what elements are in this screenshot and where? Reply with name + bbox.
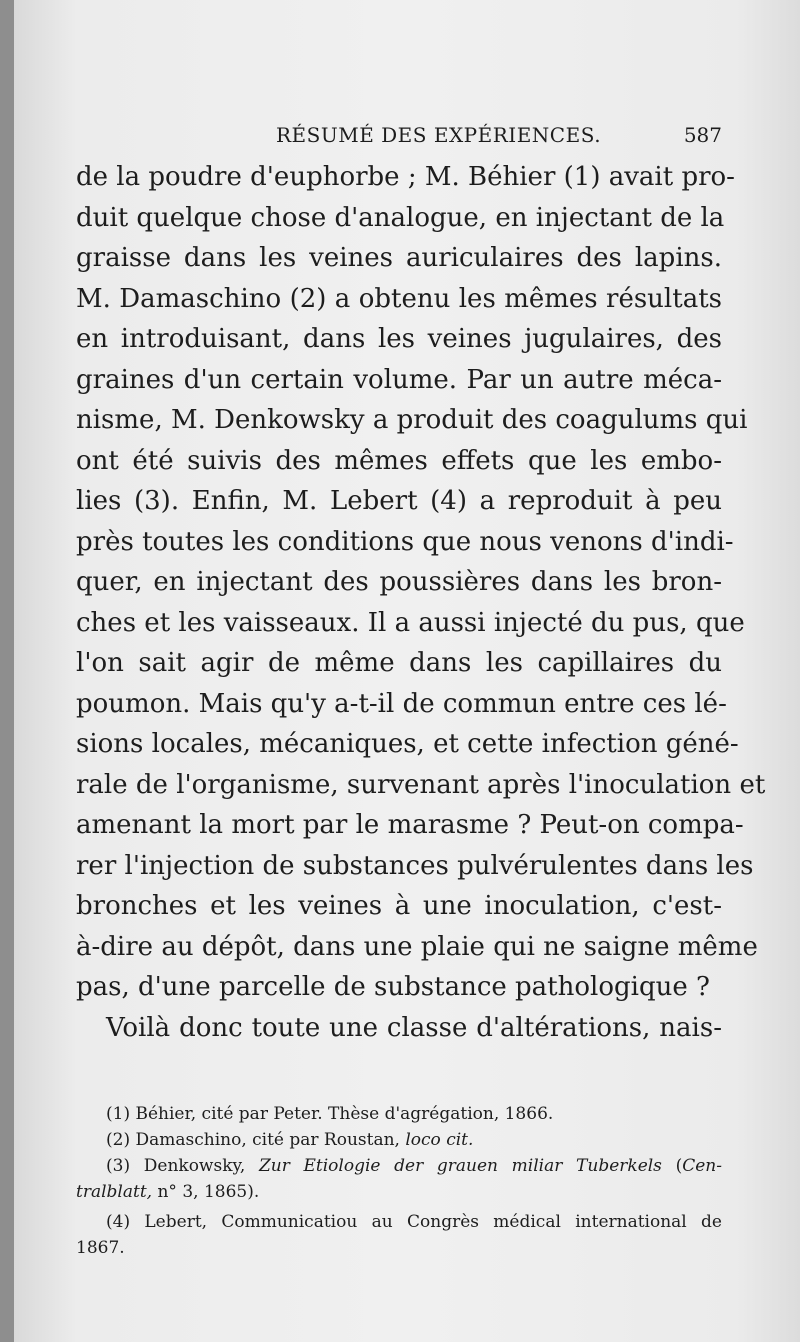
text-line: près toutes les conditions que nous venons d'indi- <box>76 526 734 557</box>
text-line: amenant la mort par le marasme ? Peut-on compa- <box>76 810 744 840</box>
text-line: en introduisant, dans les veines jugulaires, des <box>76 324 722 354</box>
text-line: l'on sait agir de même dans les capillaires du <box>76 648 722 678</box>
text-line: graisse dans les veines auriculaires des lapins. <box>76 243 722 273</box>
footnote-3: (3) Denkowsky, Zur Etiologie der grauen miliar Tuberkels (Cen- <box>106 1156 722 1176</box>
text-line: rer l'injection de substances pulvérulentes dans les <box>76 850 754 881</box>
text-line: lies (3). Enfin, M. Lebert (4) a reproduit à peu <box>76 486 722 516</box>
text-line: Voilà donc toute une classe d'altérations, nais- <box>106 1012 722 1043</box>
footnote-1: (1) Béhier, cité par Peter. Thèse d'agrégation, 1866. <box>106 1104 554 1124</box>
text-line: poumon. Mais qu'y a-t-il de commun entre ces lé- <box>76 688 727 719</box>
text-line: quer, en injectant des poussières dans les bron- <box>76 567 722 597</box>
text-line: ches et les vaisseaux. Il a aussi injecté du pus, que <box>76 607 745 638</box>
text-line: rale de l'organisme, survenant après l'inoculation et <box>76 769 766 800</box>
text-line: à-dire au dépôt, dans une plaie qui ne saigne même <box>76 931 758 962</box>
text-line: nisme, M. Denkowsky a produit des coagulums qui <box>76 405 748 435</box>
text-line: sions locales, mécaniques, et cette infection géné- <box>76 729 739 759</box>
running-title: RÉSUMÉ DES EXPÉRIENCES. <box>276 123 602 147</box>
footnote-4-continued: 1867. <box>76 1238 125 1258</box>
page-number: 587 <box>683 123 722 147</box>
footnotes <box>76 1101 722 1261</box>
book-page <box>14 0 800 1342</box>
text-line: M. Damaschino (2) a obtenu les mêmes résultats <box>76 283 722 314</box>
text-line: de la poudre d'euphorbe ; M. Béhier (1) avait pro- <box>76 162 735 192</box>
text-line: bronches et les veines à une inoculation, c'est- <box>76 891 722 921</box>
footnote-2: (2) Damaschino, cité par Roustan, loco cit. <box>106 1130 474 1150</box>
text-line: graines d'un certain volume. Par un autre méca- <box>76 364 722 395</box>
page-header <box>76 123 722 153</box>
text-line: ont été suivis des mêmes effets que les embo- <box>76 445 722 476</box>
footnote-4: (4) Lebert, Communicatiou au Congrès médical international de <box>106 1212 722 1232</box>
text-line: duit quelque chose d'analogue, en injectant de la <box>76 202 725 233</box>
text-line: pas, d'une parcelle de substance pathologique ? <box>76 972 710 1002</box>
body-text <box>76 157 766 1048</box>
footnote-3-continued: tralblatt, n° 3, 1865). <box>76 1182 260 1202</box>
